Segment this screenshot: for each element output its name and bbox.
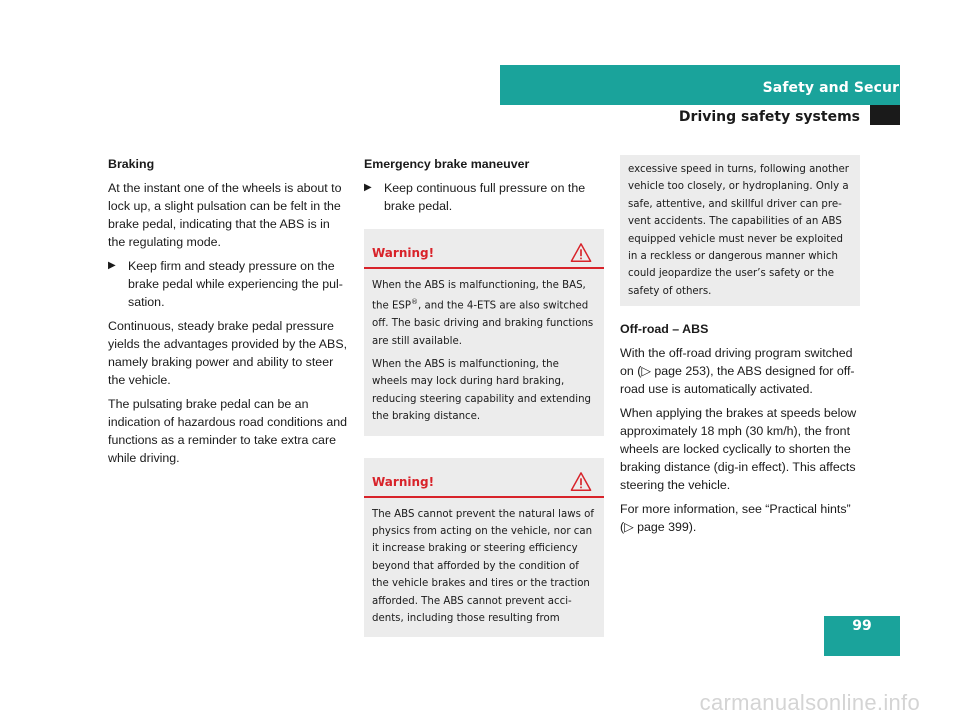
warning-triangle-icon xyxy=(570,242,592,264)
watermark: carmanualsonline.info xyxy=(699,690,920,715)
registered-mark: ® xyxy=(411,298,419,307)
emergency-heading: Emergency brake maneuver xyxy=(364,157,530,171)
column-right xyxy=(620,155,862,542)
warning-header xyxy=(364,458,604,498)
warning-box-abs-limits xyxy=(364,458,604,638)
pressure-paragraph: Continuous, steady brake pedal pressure yields the advantages provided by the ABS, namely braking power and ability to steer the vehicle. xyxy=(108,319,348,387)
warning-paragraph: When the ABS is malfunctioning, the wheels may lock during hard braking, reducing steering capability and extending the braking distance. xyxy=(372,359,592,423)
warning-header xyxy=(364,229,604,269)
offroad-paragraph: With the off-road driving program switched on (▷ page 253), the ABS designed for off-road use is automatically activated. xyxy=(620,346,855,397)
more-info-paragraph: For more information, see “Practical hints” (▷ page 399). xyxy=(620,502,851,535)
braking-heading: Braking xyxy=(108,157,155,171)
warning-paragraph xyxy=(372,277,594,350)
triangle-right-icon: ▶ xyxy=(364,182,372,193)
section-title: Safety and Security xyxy=(762,80,920,96)
warning-triangle-icon xyxy=(570,471,592,493)
braking-paragraph: At the instant one of the wheels is about to lock up, a slight pulsation can be felt in the brake pedal, indicating that the ABS is in the regulating mode. xyxy=(108,181,342,249)
column-middle xyxy=(364,155,604,659)
triangle-right-icon: ▶ xyxy=(108,260,116,271)
emergency-instruction-text: Keep continuous full pressure on the brake pedal. xyxy=(384,181,586,213)
warning-title: Warning! xyxy=(372,246,435,260)
braking-instruction-text: Keep firm and steady pressure on the brake pedal while experiencing the pulsation. xyxy=(128,259,343,309)
header-marker xyxy=(870,105,900,125)
warning-text-part: , and the 4-ETS are also switched off. The basic driving and braking functions are still available. xyxy=(372,300,594,347)
warning-body xyxy=(364,498,604,638)
offroad-heading: Off-road – ABS xyxy=(620,322,709,337)
braking-speed-paragraph: When applying the brakes at speeds below approximately 18 mph (30 km/h), the front wheels are locked cyclically to shorten the braking distance (dig-in effect). This affects steering the vehicle. xyxy=(620,406,857,493)
pulsating-paragraph: The pulsating brake pedal can be an indication of hazardous road conditions and functions as a reminder to take extra care while driving. xyxy=(108,397,348,465)
page-number: 99 xyxy=(852,618,872,634)
warning-continuation-box: excessive speed in turns, following another vehicle too closely, or hydroplaning. Only a safe, attentive, and skillful driver can prevent accidents. The capabilities of an ABS equipped vehicle must never be exploited in a reckless or dangerous manner which could jeopardize the user’s safety or the safety of others. xyxy=(620,155,860,306)
braking-instruction xyxy=(108,257,350,311)
subsection-title: Driving safety systems xyxy=(678,109,860,125)
warning-text-part: When the ABS is malfunctioning, the BAS, the ESP xyxy=(372,280,586,312)
warning-body xyxy=(364,269,604,436)
warning-box-abs-malfunction xyxy=(364,229,604,436)
column-left xyxy=(108,155,350,473)
emergency-instruction xyxy=(364,179,604,215)
warning-title: Warning! xyxy=(372,474,435,489)
warning-paragraph: The ABS cannot prevent the natural laws of physics from acting on the vehicle, nor can it increase braking or steering efficiency beyond that afforded by the condition of the vehicle brakes and tires or the traction afforded. The ABS cannot prevent accidents, including those resulting from xyxy=(372,508,594,625)
